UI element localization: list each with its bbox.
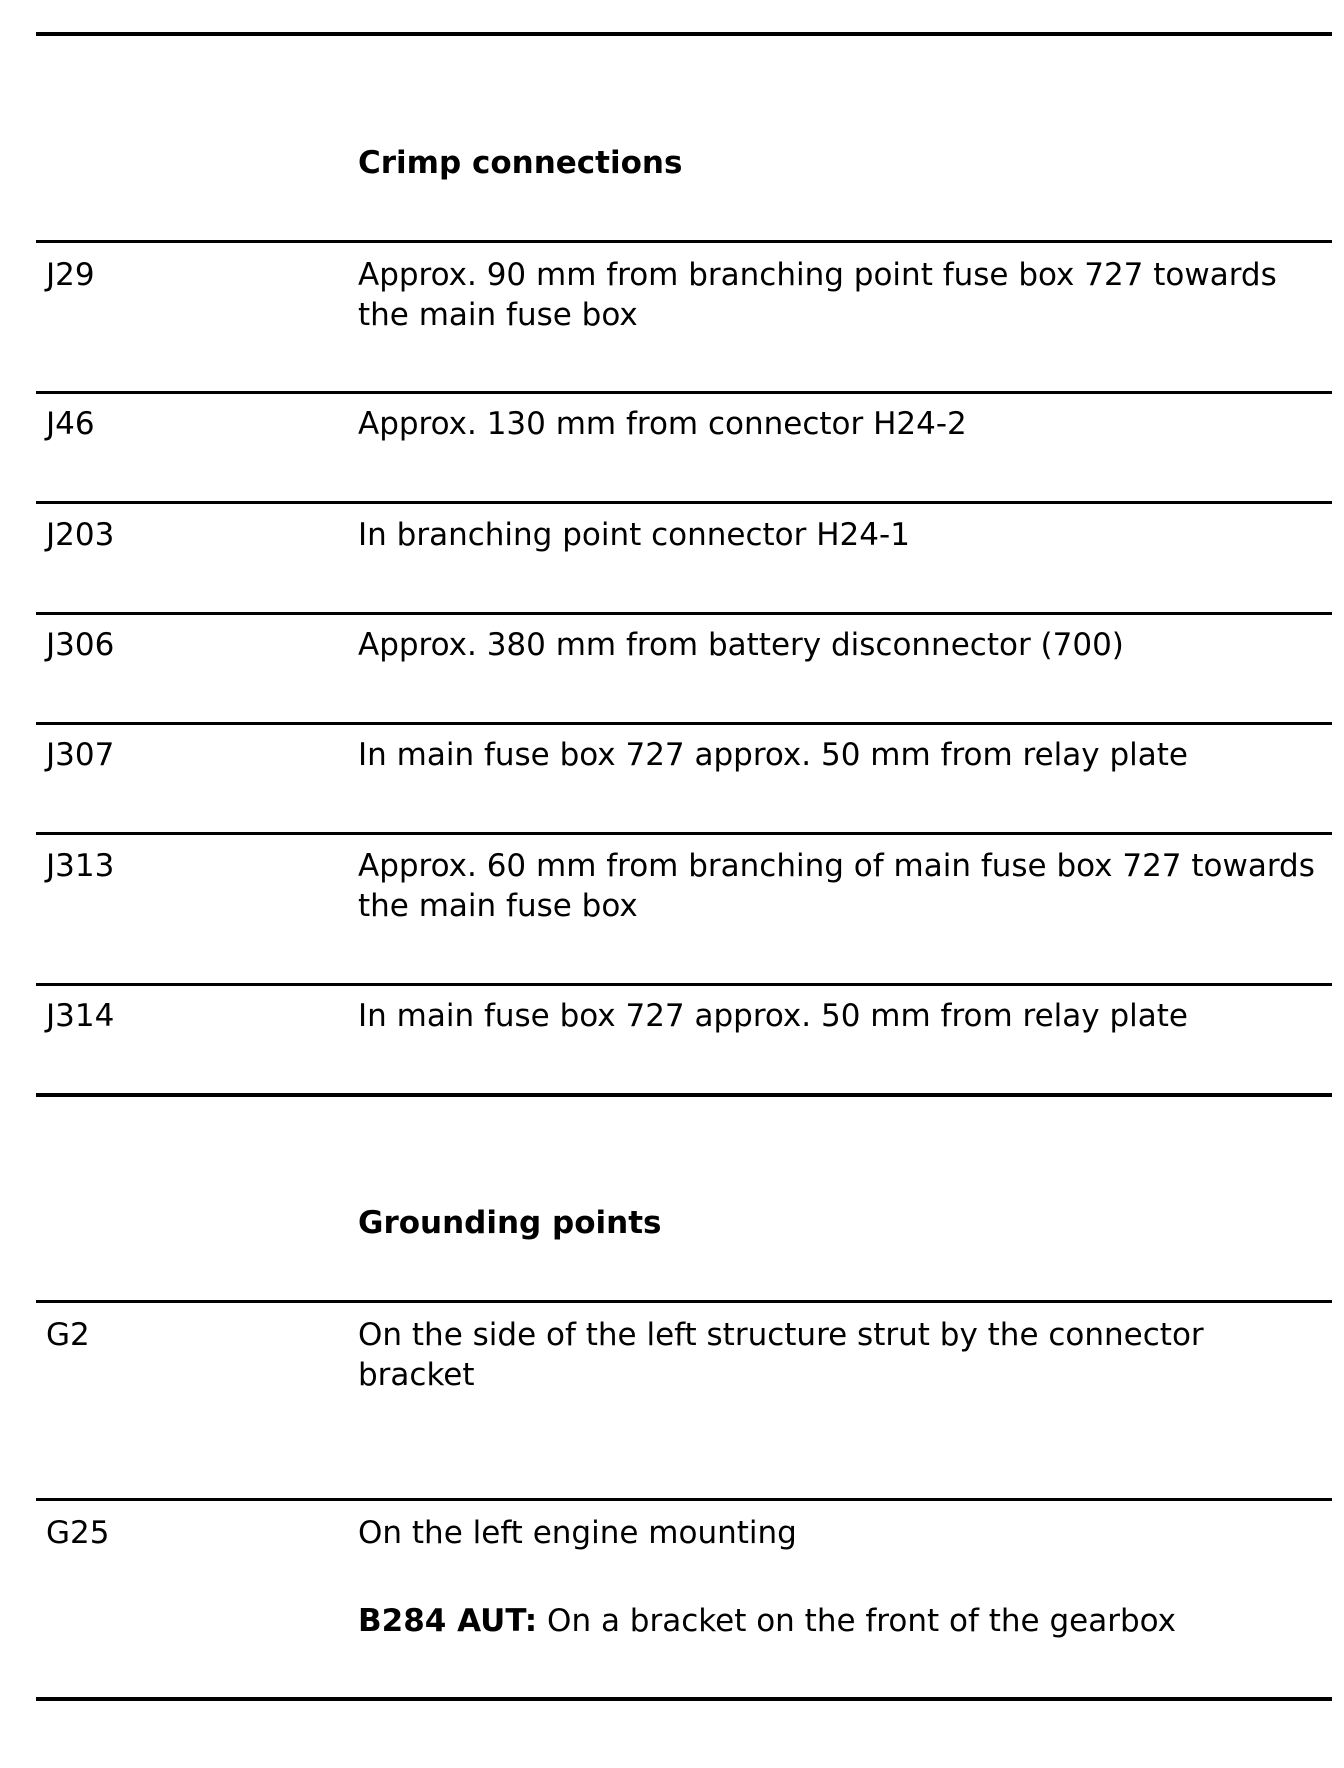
row-code: J306 <box>46 627 115 663</box>
table-divider <box>36 501 1332 504</box>
row-code: G2 <box>46 1317 90 1353</box>
table-divider <box>36 983 1332 986</box>
note-label: B284 AUT: <box>358 1603 538 1639</box>
row-code: J313 <box>46 848 115 884</box>
row-description: In main fuse box 727 approx. 50 mm from relay plate <box>358 737 1188 773</box>
row-description: Approx. 60 mm from branching of main fuse box 727 towards the main fuse box <box>358 848 1315 924</box>
table-divider <box>36 1300 1332 1303</box>
table-divider <box>36 612 1332 615</box>
row-code: J46 <box>46 406 95 442</box>
table-divider <box>36 1498 1332 1501</box>
section-end-rule <box>36 1093 1332 1097</box>
row-code: J29 <box>46 257 95 293</box>
row-code: J314 <box>46 998 115 1034</box>
table-divider <box>36 391 1332 394</box>
row-description: On the left engine mounting <box>358 1515 797 1551</box>
row-code: J203 <box>46 517 115 553</box>
section-heading-crimp: Crimp connections <box>358 145 683 181</box>
row-code: J307 <box>46 737 115 773</box>
table-divider <box>36 832 1332 835</box>
table-divider <box>36 722 1332 725</box>
row-note <box>358 1601 1318 1641</box>
note-text: On a bracket on the front of the gearbox <box>537 1603 1176 1639</box>
row-description: On the side of the left structure strut by the connector bracket <box>358 1317 1204 1393</box>
bottom-rule <box>36 1697 1332 1701</box>
row-description: Approx. 380 mm from battery disconnector (700) <box>358 627 1124 663</box>
row-description: In main fuse box 727 approx. 50 mm from relay plate <box>358 998 1188 1034</box>
row-description: Approx. 130 mm from connector H24-2 <box>358 406 967 442</box>
row-description: Approx. 90 mm from branching point fuse box 727 towards the main fuse box <box>358 257 1277 333</box>
table-divider <box>36 240 1332 243</box>
row-description: In branching point connector H24-1 <box>358 517 910 553</box>
section-heading-grounding: Grounding points <box>358 1205 662 1241</box>
row-code: G25 <box>46 1515 110 1551</box>
top-rule <box>36 32 1332 36</box>
